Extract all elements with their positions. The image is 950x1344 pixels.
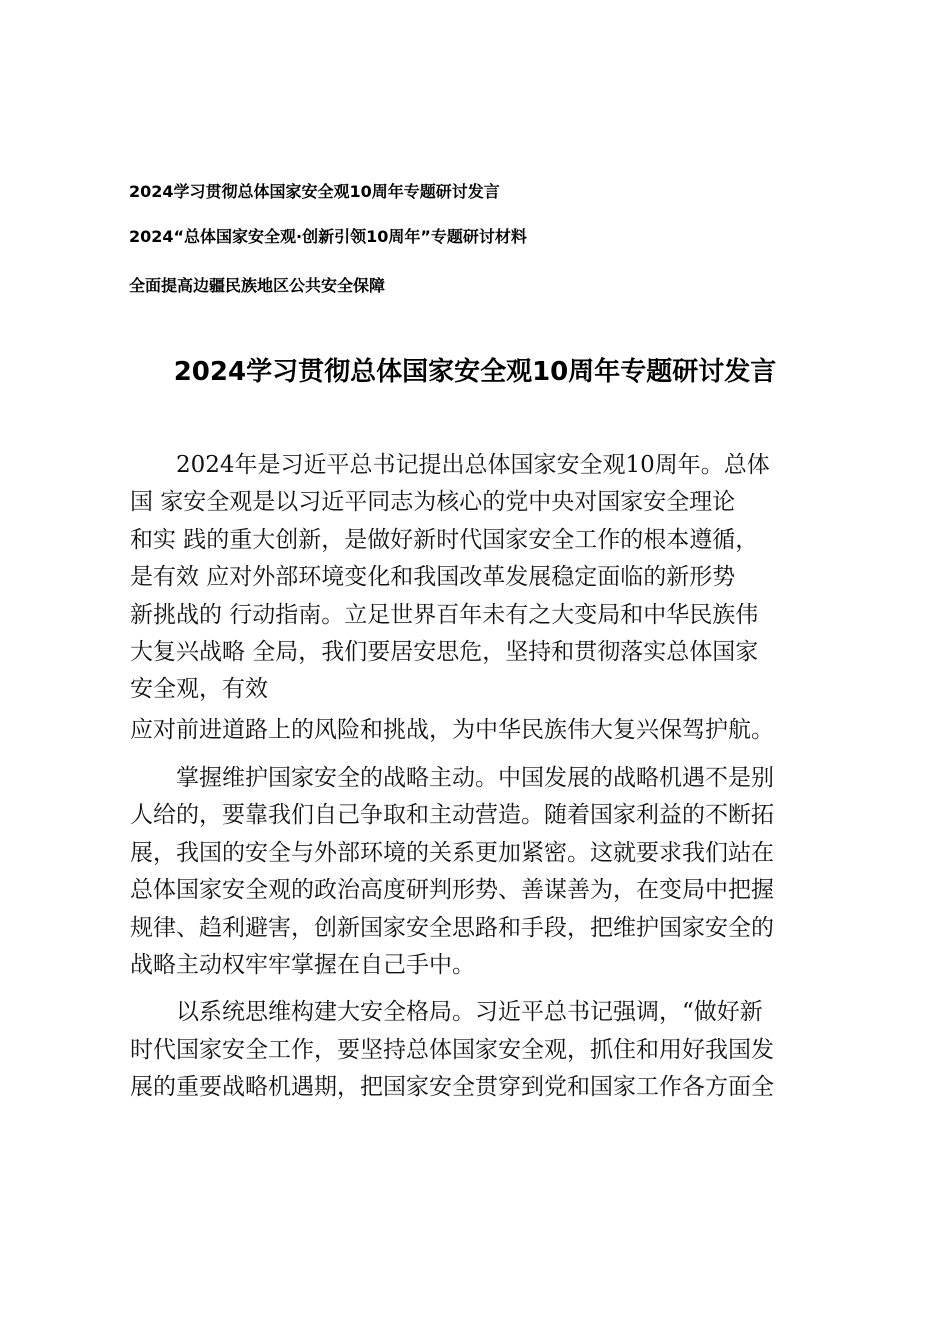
document-title: 2024学习贯彻总体国家安全观10周年专题研讨发言	[173, 357, 777, 387]
paragraph-line: 安全观，有效	[130, 676, 268, 702]
paragraph-line: 以系统思维构建大安全格局。习近平总书记强调，“做好新	[176, 999, 763, 1025]
toc-item: 2024“总体国家安全观·创新引领10周年”专题研讨材料	[129, 227, 527, 246]
paragraph-line: 时代国家安全工作，要坚持总体国家安全观，抓住和用好我国发	[130, 1037, 774, 1063]
paragraph-line: 掌握维护国家安全的战略主动。中国发展的战略机遇不是别	[176, 765, 774, 791]
paragraph-line: 大复兴战略 全局，我们要居安思危，坚持和贯彻落实总体国家	[130, 639, 759, 665]
paragraph-line: 2024年是习近平总书记提出总体国家安全观10周年。总体	[176, 452, 770, 478]
paragraph-line: 规律、趋利避害，创新国家安全思路和手段，把维护国家安全的	[130, 915, 774, 941]
paragraph-line: 新挑战的 行动指南。立足世界百年未有之大变局和中华民族伟	[130, 602, 759, 628]
paragraph-line: 应对前进道路上的风险和挑战，为中华民族伟大复兴保驾护航。	[130, 717, 774, 743]
paragraph-line: 人给的，要靠我们自己争取和主动营造。随着国家利益的不断拓	[130, 802, 774, 828]
paragraph-line: 总体国家安全观的政治高度研判形势、善谋善为，在变局中把握	[130, 877, 774, 903]
paragraph-line: 国 家安全观是以习近平同志为核心的党中央对国家安全理论	[130, 489, 736, 515]
paragraph-line: 展，我国的安全与外部环境的关系更加紧密。这就要求我们站在	[130, 840, 774, 866]
paragraph-line: 展的重要战略机遇期，把国家安全贯穿到党和国家工作各方面全	[130, 1074, 774, 1100]
toc-item: 2024学习贯彻总体国家安全观10周年专题研讨发言	[129, 182, 500, 201]
toc-item: 全面提高边疆民族地区公共安全保障	[129, 276, 386, 295]
paragraph-line: 是有效 应对外部环境变化和我国改革发展稳定面临的新形势	[130, 564, 736, 590]
paragraph-line: 战略主动权牢牢掌握在自己手中。	[130, 952, 475, 978]
paragraph-line: 和实 践的重大创新，是做好新时代国家安全工作的根本遵循，	[130, 527, 759, 553]
